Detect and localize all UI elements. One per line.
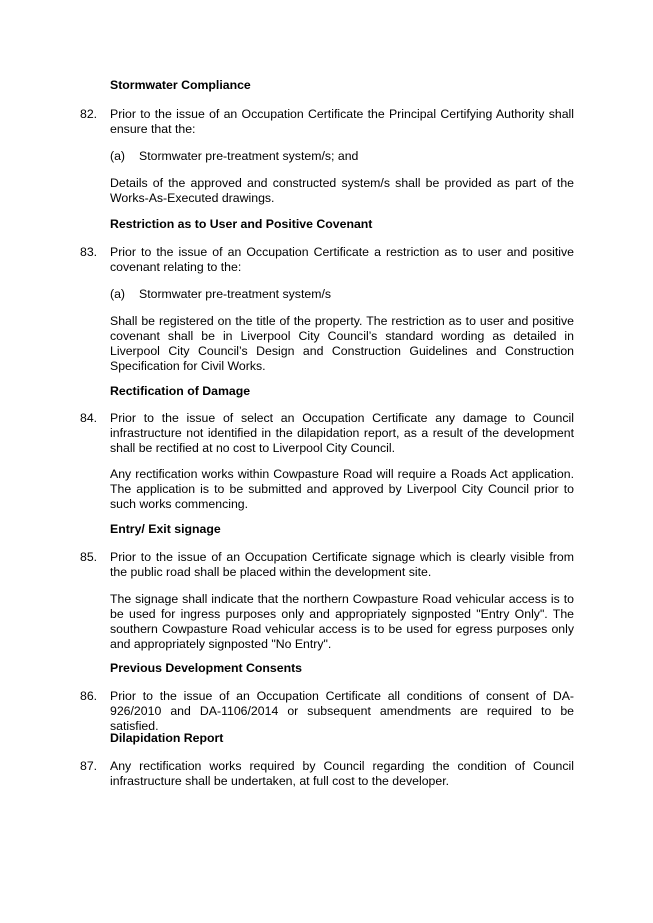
- section-heading: Rectification of Damage: [110, 384, 251, 398]
- list-item-text: Stormwater pre-treatment system/s: [139, 287, 332, 301]
- condition-text: Prior to the issue of an Occupation Certificate a restriction as to user and positive covenant relating to the:: [110, 245, 574, 274]
- condition-text: Prior to the issue of an Occupation Certificate all conditions of consent of DA-926/2010 and DA-1106/2014 or subsequent amendments are required to be satisfied.: [110, 689, 574, 733]
- list-item-letter: (a): [110, 287, 126, 301]
- condition-number: 86.: [80, 689, 98, 703]
- condition-number: 87.: [80, 759, 98, 773]
- condition-paragraph: The signage shall indicate that the northern Cowpasture Road vehicular access is to be used for ingress purposes only and appropriately signposted "Entry Only". The southern Cowpasture Road vehicular access is to be used for egress purposes only and appropriately signposted "No Entry".: [110, 592, 574, 651]
- condition-paragraph: Details of the approved and constructed system/s shall be provided as part of the Works-As-Executed drawings.: [110, 176, 574, 205]
- condition-number: 85.: [80, 550, 98, 564]
- condition-text: Prior to the issue of select an Occupation Certificate any damage to Council infrastructure not identified in the dilapidation report, as a result of the development shall be rectified at no cost to Liverpool City Council.: [110, 411, 574, 455]
- condition-number: 83.: [80, 245, 98, 259]
- condition-paragraph: Any rectification works within Cowpasture Road will require a Roads Act application. The application is to be submitted and approved by Liverpool City Council prior to such works commencing.: [110, 467, 574, 511]
- condition-text: Any rectification works required by Council regarding the condition of Council infrastructure shall be undertaken, at full cost to the developer.: [110, 759, 574, 788]
- condition-number: 84.: [80, 411, 98, 425]
- section-heading: Entry/ Exit signage: [110, 522, 221, 536]
- section-heading: Dilapidation Report: [110, 731, 224, 745]
- condition-number: 82.: [80, 107, 98, 121]
- condition-text: Prior to the issue of an Occupation Certificate the Principal Certifying Authority shall ensure that the:: [110, 107, 574, 136]
- condition-paragraph: Shall be registered on the title of the property. The restriction as to user and positive covenant shall be in Liverpool City Council’s standard wording as detailed in Liverpool City Council’s Design and Construction Guidelines and Construction Specification for Civil Works.: [110, 314, 574, 373]
- section-heading: Previous Development Consents: [110, 661, 303, 675]
- section-heading: Restriction as to User and Positive Covenant: [110, 217, 373, 231]
- condition-text: Prior to the issue of an Occupation Certificate signage which is clearly visible from the public road shall be placed within the development site.: [110, 550, 574, 579]
- section-heading: Stormwater Compliance: [110, 78, 251, 92]
- list-item-letter: (a): [110, 149, 126, 163]
- list-item-text: Stormwater pre-treatment system/s; and: [139, 149, 359, 163]
